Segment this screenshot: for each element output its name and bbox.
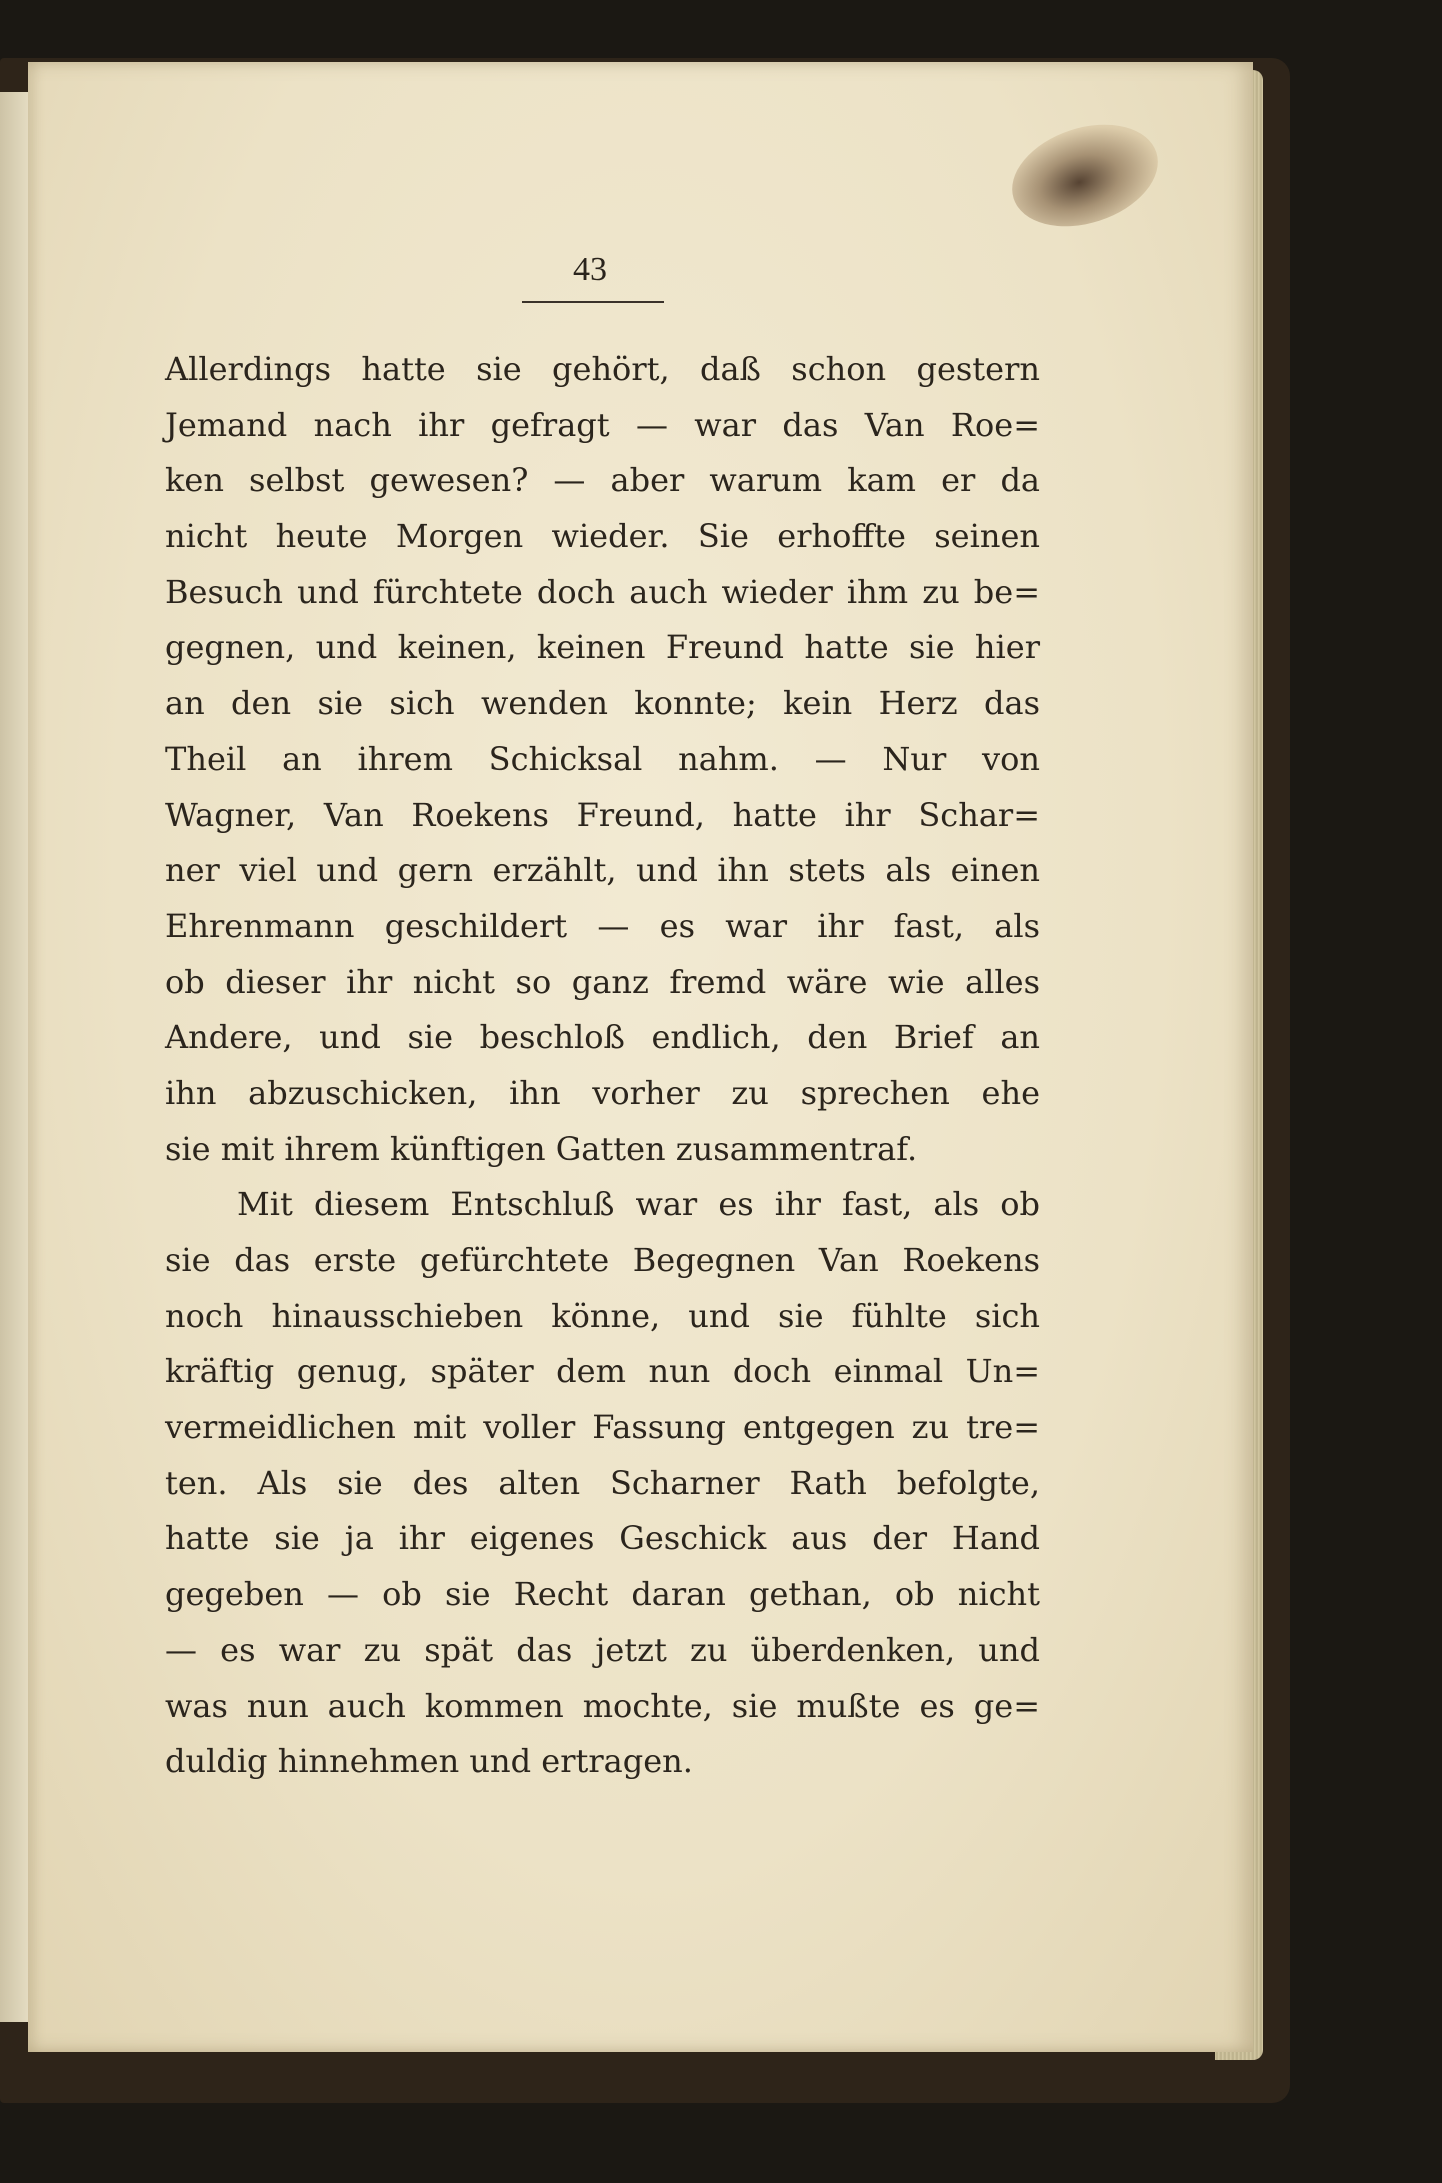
page-number-rule — [522, 301, 664, 303]
text-line: noch hinausschieben könne, und sie fühlte sich — [165, 1296, 1040, 1335]
text-line: — es war zu spät das jetzt zu überdenken, und — [165, 1630, 1040, 1669]
text-line: Allerdings hatte sie gehört, daß schon gestern — [165, 350, 1040, 388]
text-line: an den sie sich wenden konnte; kein Herz das — [165, 684, 1040, 723]
text-line: Jemand nach ihr gefragt — war das Van Roe= — [165, 405, 1040, 444]
text-line: ken selbst gewesen? — aber warum kam er da — [165, 461, 1040, 500]
text-line: Theil an ihrem Schicksal nahm. — Nur von — [165, 739, 1040, 778]
text-line: ner viel und gern erzählt, und ihn stets als einen — [165, 851, 1040, 890]
text-line: Andere, und sie beschloß endlich, den Brief an — [165, 1018, 1040, 1057]
page-number: 43 — [573, 251, 607, 288]
text-line: kräftig genug, später dem nun doch einmal Un= — [165, 1352, 1040, 1391]
text-line: gegnen, und keinen, keinen Freund hatte sie hier — [165, 628, 1040, 667]
text-line: Ehrenmann geschildert — es war ihr fast, als — [165, 906, 1040, 945]
text-line: ihn abzuschicken, ihn vorher zu sprechen ehe — [165, 1073, 1040, 1112]
text-line: ob dieser ihr nicht so ganz fremd wäre wie alles — [165, 962, 1040, 1001]
text-line: ten. Als sie des alten Scharner Rath befolgte, — [165, 1463, 1040, 1502]
text-line: nicht heute Morgen wieder. Sie erhoffte seinen — [165, 517, 1040, 556]
text-line: vermeidlichen mit voller Fassung entgegen zu tre= — [165, 1408, 1040, 1447]
text-line: sie das erste gefürchtete Begegnen Van Roekens — [165, 1241, 1040, 1279]
text-line: Besuch und fürchtete doch auch wieder ihm zu be= — [165, 572, 1040, 611]
text-line: was nun auch kommen mochte, sie mußte es ge= — [165, 1686, 1040, 1725]
text-line: Mit diesem Entschluß war es ihr fast, als ob — [237, 1185, 1040, 1224]
body-text — [165, 342, 1040, 1790]
text-line: gegeben — ob sie Recht daran gethan, ob nicht — [165, 1575, 1040, 1614]
text-line: hatte sie ja ihr eigenes Geschick aus der Hand — [165, 1519, 1040, 1558]
text-line: Wagner, Van Roekens Freund, hatte ihr Schar= — [165, 795, 1040, 834]
text-line: duldig hinnehmen und ertragen. — [165, 1742, 693, 1781]
text-line: sie mit ihrem künftigen Gatten zusammentraf. — [165, 1129, 918, 1168]
